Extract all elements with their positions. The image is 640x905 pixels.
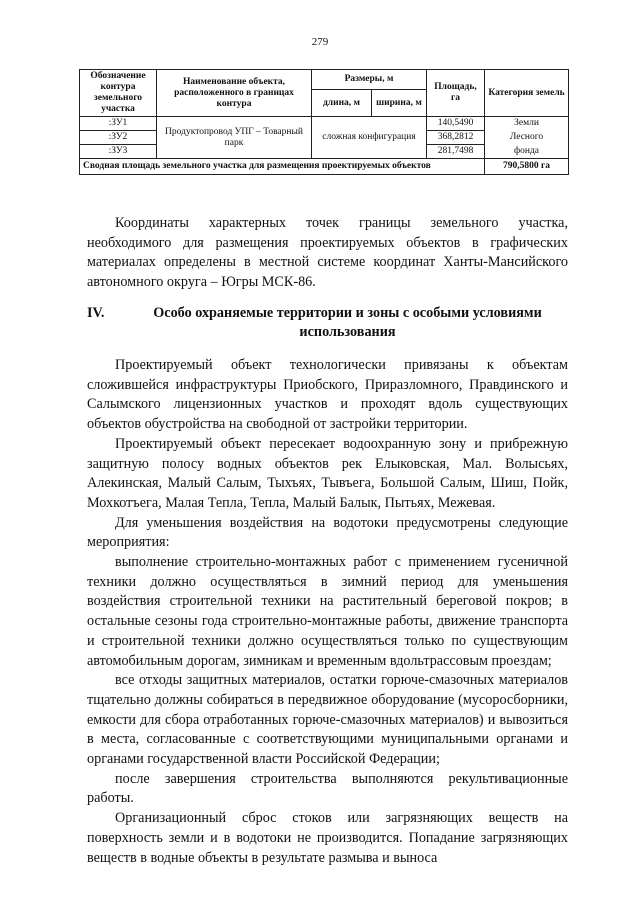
cell-designation: :ЗУ2	[80, 131, 157, 145]
cell-designation: :ЗУ3	[80, 145, 157, 159]
cell-category: Земли	[485, 117, 569, 131]
paragraph: после завершения строительства выполняются рекультивационные работы.	[87, 770, 568, 807]
cell-designation: :ЗУ1	[80, 117, 157, 131]
header-object-name: Наименование объекта, расположенного в границах контура	[157, 70, 312, 117]
table-summary-row	[80, 159, 569, 175]
cell-category: Лесного	[485, 131, 569, 145]
cell-area: 140,5490	[427, 117, 485, 131]
paragraph: Организационный сброс стоков или загрязняющих веществ на поверхность земли и в водотоки не производится. Попадание загрязняющих веществ в водные объекты в результате размыва и выноса	[87, 810, 568, 866]
land-plot-table	[79, 69, 569, 175]
paragraph: Проектируемый объект пересекает водоохранную зону и прибрежную защитную полосу водных объектов рек Елыковская, Мал. Волысьях, Алекинская, Малый Салым, Тыхъях, Тывъега, Большой Салым, Шиш, Пойк, Мохкотъега, Малая Тепла, Тепла, Малый Балык, Пытьях, Межевая.	[87, 435, 568, 511]
cell-category: фонда	[485, 145, 569, 159]
table-row	[80, 117, 569, 131]
section-number: IV.	[87, 305, 105, 321]
header-category: Категория земель	[485, 70, 569, 117]
page-number: 279	[311, 36, 329, 48]
paragraph: выполнение строительно-монтажных работ с применением гусеничной техники должно осуществляться в зимний период для уменьшения воздействия строительной техники на растительный береговой покров; в остальные сезоны года строительно-монтажные работы, движение транспорта и строительной техники должно осуществляться только по существующим автомобильным дорогам, зимникам и временным вдольтрассовым проездам;	[87, 554, 568, 669]
coordinates-paragraph-block	[87, 214, 568, 293]
header-designation: Обозначение контура земельного участка	[80, 70, 157, 117]
header-width: ширина, м	[372, 90, 427, 117]
header-length: длина, м	[312, 90, 372, 117]
cell-sizes: сложная конфигурация	[312, 117, 427, 159]
cell-object-name: Продуктопровод УПГ – Товарный парк	[157, 117, 312, 159]
table-header-row	[80, 70, 569, 90]
cell-area: 368,2812	[427, 131, 485, 145]
paragraph: все отходы защитных материалов, остатки горюче-смазочных материалов тщательно должны собираться в передвижное оборудование (мусоросборники, емкости для сбора отработанных горюче-смазочных материалов) и вывозиться в места, согласованные с соответствующими муниципальными органами и органами государственной власти Российской Федерации;	[87, 672, 568, 768]
summary-label: Сводная площадь земельного участка для размещения проектируемых объектов	[80, 159, 485, 175]
coordinates-paragraph: Координаты характерных точек границы земельного участка, необходимого для размещения проектируемых объектов в графических материалах определены в местной системе координат Ханты-Мансийского автономного округа – Югры МСК-86.	[87, 215, 568, 291]
paragraph: Для уменьшения воздействия на водотоки предусмотрены следующие мероприятия:	[87, 514, 568, 551]
cell-area: 281,7498	[427, 145, 485, 159]
header-area: Площадь, га	[427, 70, 485, 117]
summary-value: 790,5800 га	[485, 159, 569, 175]
section-heading	[87, 304, 568, 341]
body-text	[87, 356, 568, 868]
section-title: Особо охраняемые территории и зоны с особыми условиями использования	[153, 305, 542, 340]
header-sizes: Размеры, м	[312, 70, 427, 90]
paragraph: Проектируемый объект технологически привязаны к объектам сложившейся инфраструктуры Приобского, Приразломного, Правдинского и Салымского лицензионных участков и проходят вдоль существующих объектов обустройства на свободной от застройки территории.	[87, 357, 568, 433]
